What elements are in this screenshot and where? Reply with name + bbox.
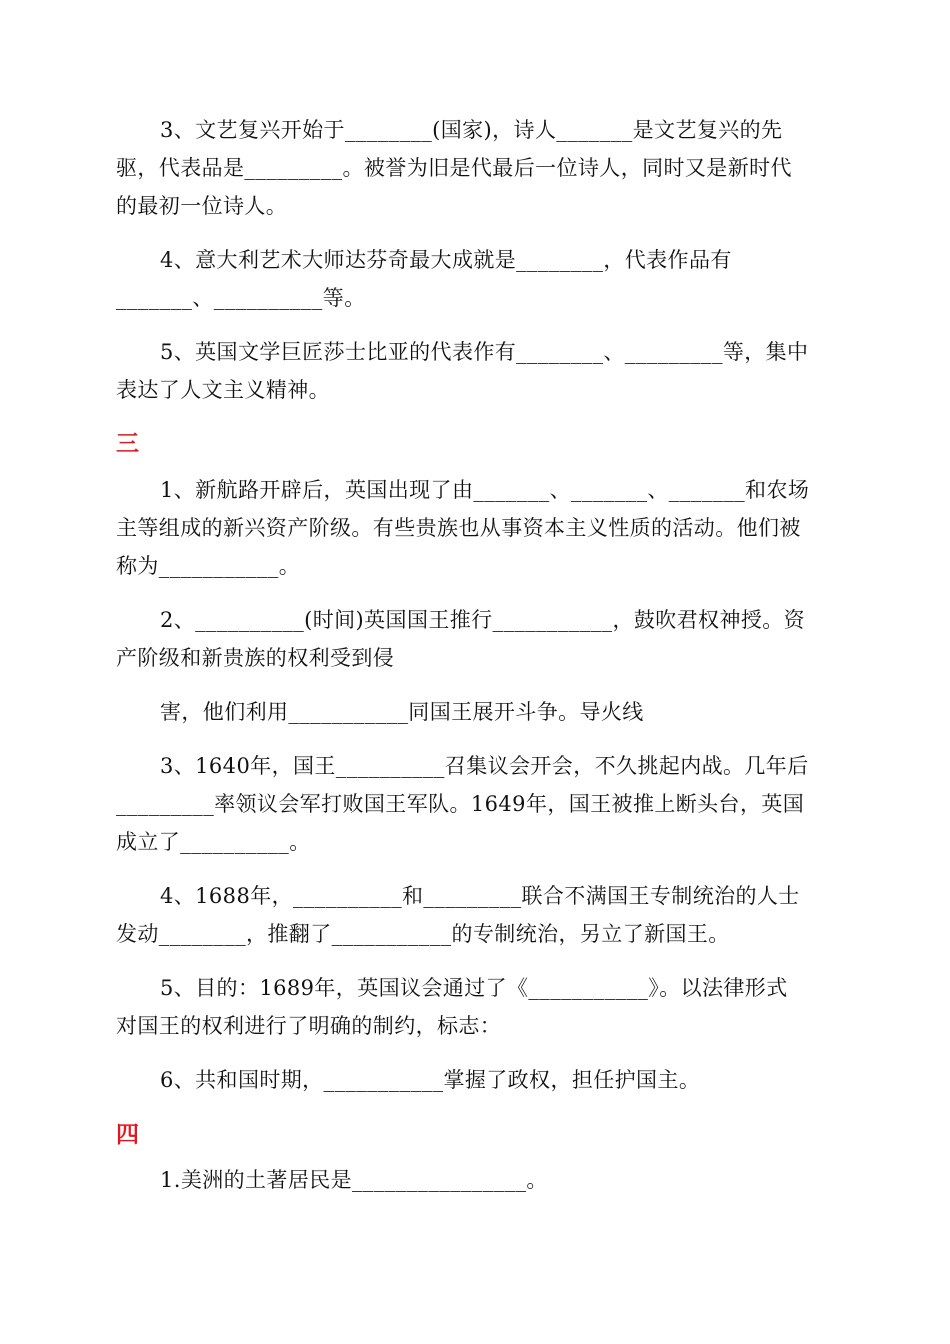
question-2-4-line-1: 4、意大利艺术大师达芬奇最大成就是________，代表作品有 <box>160 248 732 272</box>
question-2-3-line-1: 3、文艺复兴开始于________(国家)，诗人_______是文艺复兴的先 <box>160 118 783 142</box>
question-3-3-line-1: 3、1640年，国王__________召集议会开会，不久挑起内战。几年后 <box>160 754 809 778</box>
question-3-3-line-3: 成立了__________。 <box>116 830 311 854</box>
question-3-1-line-2: 主等组成的新兴资产阶级。有些贵族也从事资本主义性质的活动。他们被 <box>116 516 801 540</box>
question-3-1-line-1: 1、新航路开辟后，英国出现了由_______、_______、_______和农场 <box>160 478 810 502</box>
question-3-3-line-2: _________率领议会军打败国王军队。1649年，国王被推上断头台，英国 <box>116 792 805 816</box>
question-3-4-line-1: 4、1688年，__________和_________联合不满国王专制统治的人士 <box>160 884 800 908</box>
section-heading-3: 三 <box>116 430 139 457</box>
question-3-2-line-1: 2、__________(时间)英国国王推行___________，鼓吹君权神授。资 <box>160 608 806 632</box>
section-heading-4: 四 <box>116 1121 139 1148</box>
question-2-3-line-2: 驱，代表品是_________。被誉为旧是代最后一位诗人，同时又是新时代 <box>116 156 792 180</box>
question-2-5-line-2: 表达了人文主义精神。 <box>116 378 330 402</box>
question-2-4-line-2: _______、__________等。 <box>116 286 366 310</box>
question-2-3-line-3: 的最初一位诗人。 <box>116 194 288 218</box>
question-3-5-line-2: 对国王的权利进行了明确的制约，标志： <box>116 1014 502 1038</box>
question-3-5-line-1: 5、目的：1689年，英国议会通过了《___________》。以法律形式 <box>160 976 788 1000</box>
question-3-2b-line-1: 害，他们利用___________同国王展开斗争。导火线 <box>160 700 644 724</box>
question-3-6-line-1: 6、共和国时期，___________掌握了政权，担任护国主。 <box>160 1068 701 1092</box>
question-3-4-line-2: 发动________，推翻了___________的专制统治，另立了新国王。 <box>116 922 730 946</box>
question-2-5-line-1: 5、英国文学巨匠莎士比亚的代表作有________、_________等，集中 <box>160 340 809 364</box>
question-3-2-line-2: 产阶级和新贵族的权利受到侵 <box>116 646 395 670</box>
question-4-1-line-1: 1.美洲的土著居民是________________。 <box>160 1168 548 1192</box>
question-3-1-line-3: 称为___________。 <box>116 554 301 578</box>
